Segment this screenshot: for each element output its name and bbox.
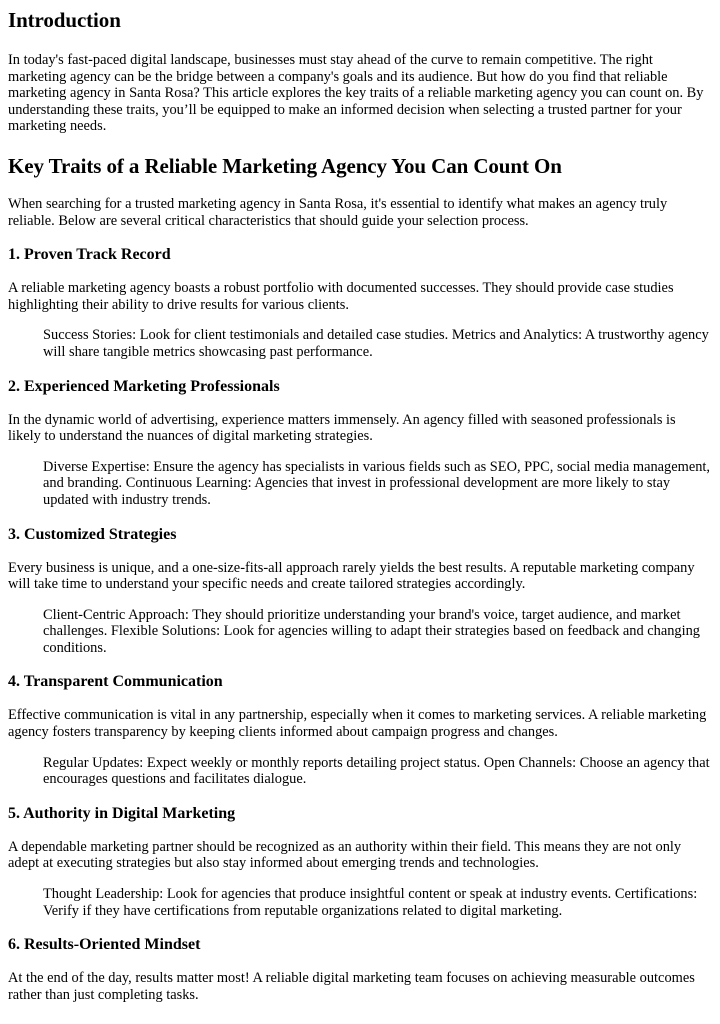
- section-paragraph: Effective communication is vital in any partnership, especially when it comes to marketing services. A reliable marketing agency fosters transparency by keeping clients informed about campaign progress and changes.: [8, 707, 707, 741]
- key-traits-heading: Key Traits of a Reliable Marketing Agency You Can Count On: [8, 153, 562, 178]
- section-quote: Diverse Expertise: Ensure the agency has specialists in various fields such as SEO, PPC, social media management, and branding. Continuous Learning: Agencies that invest in professional development are more likely to stay updated with industry trends.: [43, 458, 711, 508]
- section-paragraph: A reliable marketing agency boasts a robust portfolio with documented successes. They should provide case studies highlighting their ability to drive results for various clients.: [8, 280, 674, 313]
- section-paragraph: At the end of the day, results matter most! A reliable digital marketing team focuses on achieving measurable outcomes rather than just completing tasks.: [8, 970, 695, 1003]
- section-heading-transparent-communication: 4. Transparent Communication: [8, 673, 223, 691]
- section-heading-experienced-professionals: 2. Experienced Marketing Professionals: [8, 377, 280, 395]
- section-quote: Regular Updates: Expect weekly or monthly reports detailing project status. Open Channels: Choose an agency that encourages questions and facilitates dialogue.: [43, 754, 710, 788]
- article: [0, 7, 720, 1003]
- intro-heading: Introduction: [8, 8, 121, 32]
- key-traits-paragraph: When searching for a trusted marketing agency in Santa Rosa, it's essential to identify what makes an agency truly reliable. Below are several critical characteristics that should guide your selection process.: [8, 195, 668, 229]
- section-paragraph: Every business is unique, and a one-size-fits-all approach rarely yields the best results. A reputable marketing company will take time to understand your specific needs and create tailored strategies accordingly.: [8, 559, 695, 593]
- section-paragraph: A dependable marketing partner should be recognized as an authority within their field. This means they are not only adept at executing strategies but also stay informed about emerging trends and technologies.: [8, 838, 682, 872]
- section-heading-proven-track-record: 1. Proven Track Record: [8, 246, 171, 264]
- section-heading-customized-strategies: 3. Customized Strategies: [8, 525, 177, 543]
- section-quote: Success Stories: Look for client testimonials and detailed case studies. Metrics and Analytics: A trustworthy agency will share tangible metrics showcasing past performance.: [43, 327, 709, 360]
- intro-paragraph: In today's fast-paced digital landscape, businesses must stay ahead of the curve to remain competitive. The right marketing agency can be the bridge between a company's goals and its audience. But how do you find that reliable marketing agency in Santa Rosa? This article explores the key traits of a reliable marketing agency you can count on. By understanding these traits, you’ll be equipped to make an informed decision when selecting a trusted partner for your marketing needs.: [8, 52, 704, 135]
- section-quote: Client-Centric Approach: They should prioritize understanding your brand's voice, target audience, and market challenges. Flexible Solutions: Look for agencies willing to adapt their strategies based on feedback and changing conditions.: [43, 606, 700, 656]
- section-quote: Thought Leadership: Look for agencies that produce insightful content or speak at industry events. Certifications: Verify if they have certifications from reputable organizations related to digital marketing.: [43, 886, 698, 919]
- section-heading-results-oriented: 6. Results-Oriented Mindset: [8, 936, 201, 954]
- section-heading-authority: 5. Authority in Digital Marketing: [8, 804, 236, 822]
- section-paragraph: In the dynamic world of advertising, experience matters immensely. An agency filled with seasoned professionals is likely to understand the nuances of digital marketing strategies.: [8, 411, 676, 445]
